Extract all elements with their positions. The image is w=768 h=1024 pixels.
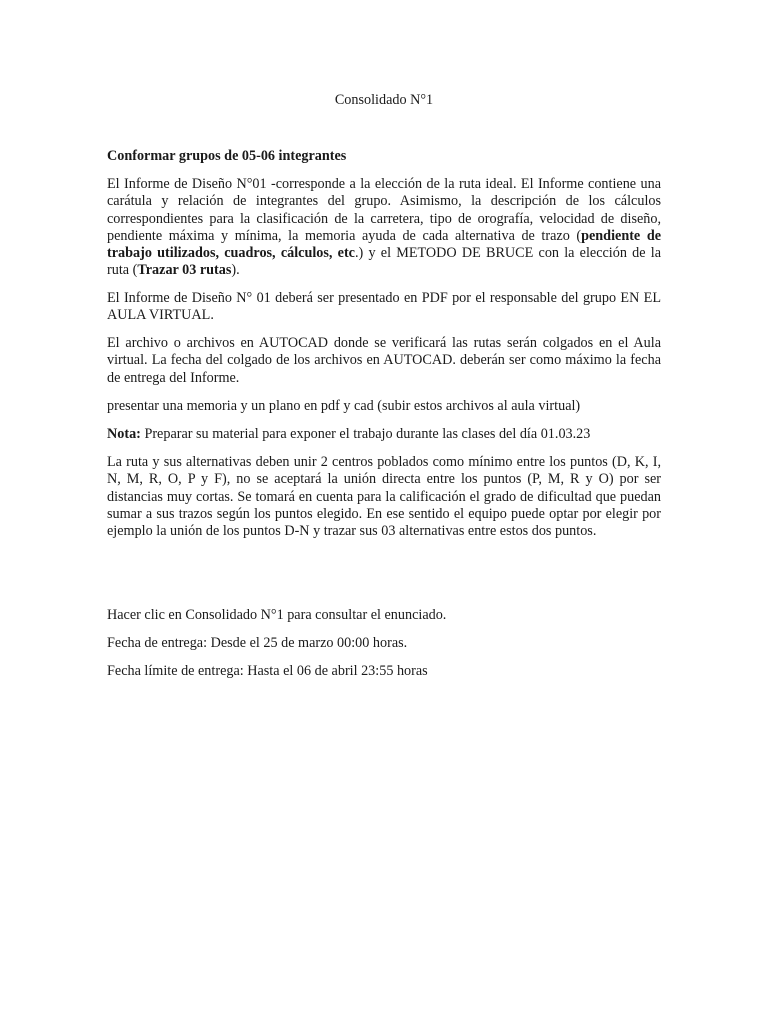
paragraph-text: ). [231,262,240,279]
bold-text: Trazar 03 rutas [137,262,232,279]
delivery-start-date: Fecha de entrega: Desde el 25 de marzo 00:00 horas. [107,635,408,651]
group-heading-text: Conformar grupos de 05-06 integrantes [107,148,347,164]
paragraph-text: El Informe de Diseño N°01 -corresponde a la elección de la ruta ideal. El Informe contiene una carátula y relación de integrantes del grupo. Asimismo, la descripción de los cálculos correspondientes para la clasificación de la carretera, tipo de orografía, velocidad de diseño, pendiente máxima y mínima, la memoria ayuda de cada alternativa de trazo ( [107,176,661,244]
group-heading [107,148,661,165]
paragraph-informe-description [107,176,661,280]
bold-text: pendiente de trabajo utilizados, cuadros, cálculos, etc [107,227,662,262]
paragraph-text: .) y el METODO DE BRUCE con la elección de la ruta ( [107,245,661,279]
paragraph-pdf-delivery: El Informe de Diseño N° 01 deberá ser presentado en PDF por el responsable del grupo EN EL AULA VIRTUAL. [107,290,661,324]
paragraph-click-instruction: Hacer clic en Consolidado N°1 para consultar el enunciado. [107,607,447,623]
note-text: Preparar su material para exponer el trabajo durante las clases del día 01.03.23 [140,426,591,442]
note-label: Nota: [107,426,141,442]
document-title: Consolidado N°1 [334,92,434,108]
paragraph-memory-plan: presentar una memoria y un plano en pdf y cad (subir estos archivos al aula virtual) [107,398,581,414]
delivery-deadline: Fecha límite de entrega: Hasta el 06 de abril 23:55 horas [107,663,428,679]
paragraph-route-points: La ruta y sus alternativas deben unir 2 centros poblados como mínimo entre los puntos (D, K, I, N, M, R, O, P y F), no se aceptará la unión directa entre los puntos (P, M, R y O) por ser distancias muy cortas. Se tomará en cuenta para la calificación el grado de dificultad que puedan sumar a sus trazos según los puntos elegido. En ese sentido el equipo puede optar por elegir por ejemplo la unión de los puntos D-N y trazar sus 03 alternativas entre estos dos puntos. [107,454,661,540]
note-paragraph [107,426,661,443]
paragraph-autocad-files: El archivo o archivos en AUTOCAD donde se verificará las rutas serán colgados en el Aula virtual. La fecha del colgado de los archivos en AUTOCAD. deberán ser como máximo la fecha de entrega del Informe. [107,335,661,386]
